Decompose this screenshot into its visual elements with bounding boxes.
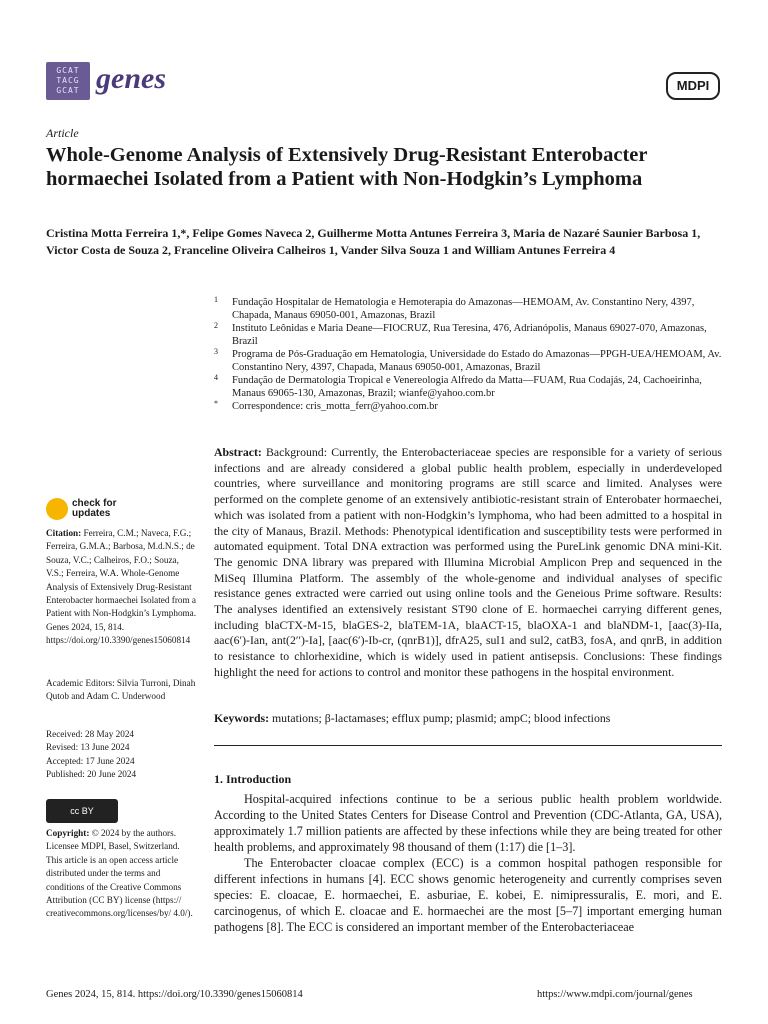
- copyright-block: Copyright: © 2024 by the authors. Licensee MDPI, Basel, Switzerland. This article is an open access article distributed under the terms and conditions of the Creative Commons Attribution (CC BY) license (https:// creativecommons.org/licenses/by/ 4.0/).: [46, 828, 193, 919]
- journal-name[interactable]: genes: [96, 62, 166, 95]
- publisher-logo[interactable]: MDPI: [666, 72, 720, 100]
- author-list: [46, 225, 726, 259]
- paragraph-1: Hospital-acquired infections continue to be a serious public health problem worldwide. According to the United States Centers for Disease Control and Prevention (CDC-Atlanta, GA, USA), approximately 1.7 million patients are affected by these infections while they are being treated for other health problems, and approximately 98 thousand of them (1:17) die [1–3].: [214, 792, 722, 854]
- check-updates-icon: [46, 498, 68, 520]
- authors-text: Cristina Motta Ferreira 1,*, Felipe Gomes Naveca 2, Guilherme Motta Antunes Ferreira 3, Maria de Nazaré Saunier Barbosa 1, Victor Costa de Souza 2, Franceline Oliveira Calheiros 1, Vander Silva Souza 1 and William Antunes Ferreira 4: [46, 226, 701, 257]
- divider: [214, 745, 722, 746]
- abstract: [214, 445, 722, 681]
- introduction-heading: 1. Introduction: [214, 772, 292, 786]
- keywords-text: mutations; β-lactamases; efflux pump; plasmid; ampC; blood infections: [272, 711, 611, 725]
- cc-by-license-badge[interactable]: cc BY: [46, 799, 118, 823]
- affiliation-1: 1 Fundação Hospitalar de Hematologia e Hemoterapia do Amazonas—HEMOAM, Av. Constantino Nery, 4397, Chapada, Manaus 69050-001, Amazonas, Brazil: [214, 295, 695, 321]
- abstract-label: Abstract:: [214, 445, 262, 459]
- keywords-label: Keywords:: [214, 711, 270, 725]
- affiliation-4: 4 Fundação de Dermatologia Tropical e Venereologia Alfredo da Matta—FUAM, Rua Codajás, 24, Cachoeirinha, Manaus 69065-130, Amazonas, Brazil; wianfe@yahoo.com.br: [214, 373, 702, 399]
- keywords: [214, 711, 722, 726]
- affiliation-2: 2 Instituto Leônidas e Maria Deane—FIOCRUZ, Rua Teresina, 476, Adrianópolis, Manaus 69027-070, Amazonas, Brazil: [214, 321, 707, 347]
- citation-block: Citation: Ferreira, C.M.; Naveca, F.G.; Ferreira, G.M.A.; Barbosa, M.d.N.S.; de Souza, V.C.; Calheiros, F.O.; Souza, V.S.; Ferreira, W.A. Whole-Genome Analysis of Extensively Drug-Resistant Enterobacter hormaechei Isolated from a Patient with Non-Hodgkin’s Lymphoma. Genes 2024, 15, 814. https://doi.org/10.3390/genes15060814: [46, 528, 197, 646]
- footer-citation[interactable]: Genes 2024, 15, 814. https://doi.org/10.3390/genes15060814: [46, 989, 303, 1000]
- dates: Received: 28 May 2024 Revised: 13 June 2024 Accepted: 17 June 2024 Published: 20 June 2024: [46, 729, 137, 780]
- article-type: Article: [46, 126, 79, 140]
- academic-editors: Academic Editors: Silvia Turroni, Dinah Qutob and Adam C. Underwood: [46, 678, 196, 702]
- footer-journal-link[interactable]: https://www.mdpi.com/journal/genes: [537, 989, 693, 1000]
- check-for-updates-button[interactable]: check for updates: [46, 498, 196, 522]
- correspondence[interactable]: * Correspondence: cris_motta_ferr@yahoo.com.br: [214, 399, 438, 412]
- introduction-text: [214, 791, 722, 935]
- affiliations: [214, 296, 724, 413]
- paragraph-2: The Enterobacter cloacae complex (ECC) is a common hospital pathogen responsible for different infections in humans [4]. ECC shows genomic heterogeneity and currently comprises seven species: E. cloacae, E. hormaechei, E. asburiae, E. kobei, E. nimipressuralis, E. mori, and E. carcinogenus, of which E. cloacae and E. hormaechei are the most [5–7] important emerging human pathogens [8]. The ECC is considered an important member of the Enterobacteriaceae: [214, 856, 722, 934]
- article-title: Whole-Genome Analysis of Extensively Drug-Resistant Enterobacter hormaechei Isolated from a Patient with Non-Hodgkin’s Lymphoma: [46, 144, 648, 190]
- abstract-text: Background: Currently, the Enterobacteriaceae species are responsible for a variety of serious infections and are already considered a global public health problem, especially in underdeveloped countries, where surveillance and monitoring programs are still scarce and limited. Analyses were performed on the complete genome of an extensively antibiotic-resistant strain of Enterobater hormaechei, which was isolated from a patient with non-Hodgkin’s lymphoma, who had been admitted to a hospital in the city of Manaus, Brazil. Methods: Phenotypical identification and susceptibility tests were performed in automated equipment. Total DNA extraction was performed using the PureLink genomic DNA mini-Kit. The genomic DNA library was prepared with Illumina Microbial Amplicon Prep and sequenced in the MiSeq Illumina Platform. The assembly of the whole-genome and individual analyses of specific resistance genes extracted were carried out using online tools and the Geneious Prime software. Results: The analyses identified an extensively resistant ST90 clone of E. hormaechei carrying different genes, including blaCTX-M-15, blaGES-2, blaTEM-1A, blaACT-15, blaOXA-1 and blaNDM-1, [aac(3)-IIa, aac(6′)-Ian, ant(2′′)-Ia], [aac(6′)-Ib-cr, (qnrB1)], dfrA25, sul1 and sul2, catB3, fosA, and qnrB, in addition to resistance to chlorhexidine, which is widely used in patient antisepsis. Conclusions: These findings highlight the need for actions to control and monitor these pathogens in the hospital environment.: [214, 445, 723, 679]
- affiliation-3: 3 Programa de Pós-Graduação em Hematologia, Universidade do Estado do Amazonas—PPGH-UEA/HEMOAM, Av. Constantino Nery, 4397, Chapada, Manaus 69050-001, Amazonas, Brazil: [214, 347, 722, 373]
- journal-logo: GCAT TACG GCAT: [46, 62, 90, 100]
